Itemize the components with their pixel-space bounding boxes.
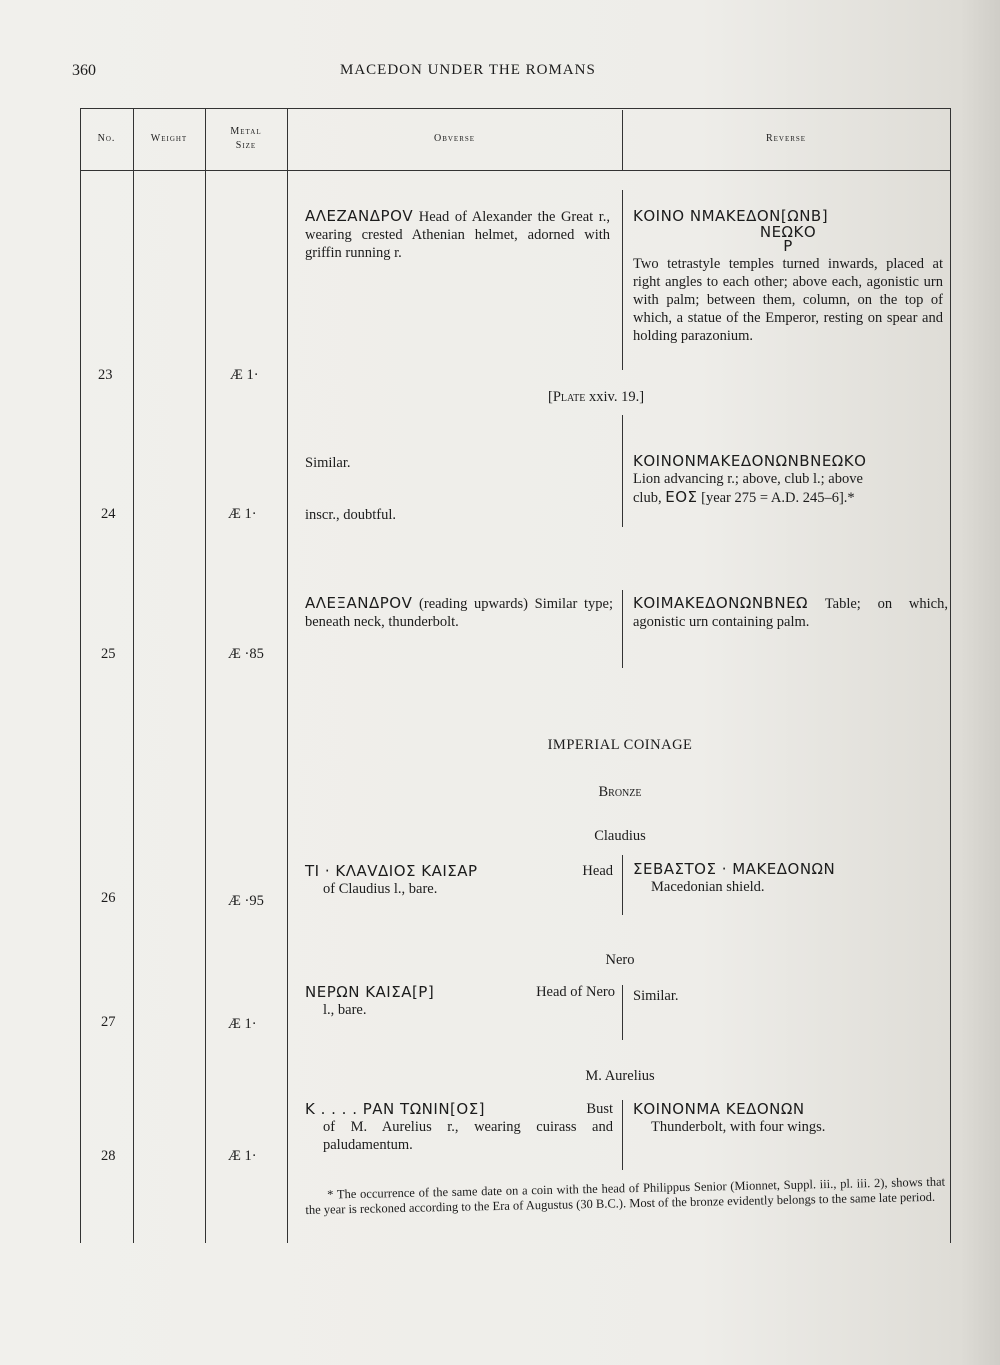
header-no: No. [97,133,116,144]
header-metal: Metal [230,126,262,137]
row-24-reverse-desc-2a: club, [633,490,662,506]
row-24-obverse-note: inscr., doubtful. [305,507,397,523]
emperor-heading-nero: Nero [605,952,635,968]
table-right-rule [950,108,951,1243]
row-25-obverse-legend: ΑΛΕΞΑΝΔΡΟV [305,594,413,612]
row-27-obverse-legend: ΝΕΡΩΝ ΚΑΙΣΑ[Ρ] [305,983,435,1001]
section-heading: IMPERIAL COINAGE [547,737,693,753]
column-rule-3 [287,108,288,1243]
row-25-reverse-legend: ΚΟΙΜΑΚΕΔΟΝΩΝΒΝΕΩ [633,594,809,612]
row-28-reverse-description: Thunderbolt, with four wings. [651,1119,826,1135]
table-left-rule [80,108,81,1243]
row-24-obverse: Similar. [305,455,351,471]
row-23-metal-size: Æ 1· [230,367,259,383]
row-28-obverse [305,1100,613,1154]
reverse-rule-25 [622,590,623,668]
row-27-obverse-head: Head of Nero [536,984,615,1000]
row-26-reverse-description: Macedonian shield. [651,879,765,895]
row-23-number: 23 [98,367,113,383]
row-23-obverse [305,207,610,262]
row-24-reverse [633,452,948,507]
row-24-reverse-legend: ΚΟΙΝΟΝΜΑΚΕΔΟΝΩΝΒΝΕΩΚΟ [633,452,867,470]
row-26-reverse-legend: ΣΕΒΑΣΤΟΣ · ΜΑΚΕΔΟΝΩΝ [633,860,836,878]
row-23-reverse-description: Two tetrastyle temples turned inwards, placed at right angles to each other; above each, agonistic urn with palm; between them, column, on the top of which, a statue of the Emperor, resting on spear and holding parazonium. [633,256,943,344]
header-weight: Weight [150,133,188,144]
header-reverse: Reverse [765,133,807,144]
row-24-reverse-desc-2b: [year 275 = A.D. 245–6].* [701,490,855,506]
row-24-number: 24 [101,506,116,522]
row-24-reverse-desc-2 [633,488,948,507]
row-26-obverse-line-2: of Claudius l., bare. [323,881,438,897]
row-23-obverse-description: Head of Alexander the Great r., wearing crested Athenian helmet, adorned with griffin running r. [305,209,611,261]
row-24-reverse-date-legend: ΕΟΣ [665,488,698,506]
row-26-reverse [633,860,948,896]
reverse-rule-28 [622,1100,623,1170]
row-24-reverse-desc-1: Lion advancing r.; above, club l.; above [633,471,863,487]
page-number: 360 [72,62,96,79]
row-26-metal-size: Æ ·95 [228,893,264,909]
row-23-obverse-legend: ΑΛΕΖΑΝΔΡΟV [305,207,414,225]
reverse-rule-23 [622,190,623,370]
row-28-reverse [633,1100,948,1136]
row-23-reverse-legend-2: ΝΕΩΚΟ [759,223,817,241]
row-27-obverse [305,983,615,1019]
header-metal-size [205,125,287,153]
row-26-number: 26 [101,890,116,906]
row-26-obverse-legend: ΤΙ · ΚΛΑVΔΙΟΣ ΚΑΙΣΑΡ [305,862,478,880]
subsection-heading-bronze: Bronze [598,784,642,800]
row-23-reverse-legend-3: Ρ [783,237,793,255]
header-size: Size [235,140,257,151]
column-rule-1 [133,108,134,1243]
footnote-text: * The occurrence of the same date on a coin with the head of Philippus Senior (Mionnet, Suppl. iii., pl. iii. 2), shows that the year is reckoned according to the Era of Augustus (30 B.C.). Most of the bronze evidently belongs to the same late period. [305,1174,946,1217]
row-27-obverse-line-1 [305,983,615,1001]
row-26-obverse [305,862,613,898]
row-27-obverse-line-2: l., bare. [323,1002,367,1018]
row-25-obverse [305,594,613,631]
reverse-rule-26 [622,855,623,915]
row-25-metal-size: Æ ·85 [228,646,264,662]
row-28-obverse-line-2: of M. Aurelius r., wearing cuirass and paludamentum. [323,1119,613,1153]
running-head: MACEDON UNDER THE ROMANS [340,62,596,78]
plate-label: Plate [552,389,586,405]
table-header-rule [80,170,950,171]
row-25-obverse-text [305,594,613,631]
row-25-obverse-description: (reading upwards) Similar type; beneath neck, thunderbolt. [305,596,614,630]
row-28-obverse-legend: Κ . . . . ΡΑΝ ΤΩΝΙΝ[ΟΣ] [305,1100,486,1118]
row-28-metal-size: Æ 1· [228,1148,257,1164]
header-obverse: Obverse [433,133,476,144]
plate-ref: xxiv. 19. [588,389,640,405]
row-27-metal-size: Æ 1· [228,1016,257,1032]
emperor-heading-claudius: Claudius [594,828,646,844]
column-rule-2 [205,108,206,1243]
emperor-heading-aurelius: M. Aurelius [585,1068,655,1084]
row-25-reverse-description: Table; on which, agonistic urn containing palm. [633,596,948,630]
row-25-reverse-text [633,594,948,631]
row-23-obverse-text [305,207,610,262]
row-25-reverse [633,594,948,631]
row-23-reverse [633,207,943,345]
row-24-metal-size: Æ 1· [228,506,257,522]
reverse-rule-24 [622,415,623,527]
row-28-obverse-line-1 [305,1100,613,1118]
row-28-obverse-bust: Bust [586,1101,613,1117]
reverse-rule-27 [622,985,623,1040]
row-27-reverse: Similar. [633,988,679,1004]
row-28-number: 28 [101,1148,116,1164]
row-27-number: 27 [101,1014,116,1030]
row-23-plate-reference: [Plate xxiv. 19.] [548,389,645,405]
row-28-reverse-legend: ΚΟΙΝΟΝΜΑ ΚΕΔΟΝΩΝ [633,1100,805,1118]
table-top-rule [80,108,950,109]
row-26-obverse-head-word: Head [582,863,613,879]
row-25-number: 25 [101,646,116,662]
row-26-obverse-line-1 [305,862,613,880]
row-23-reverse-legend: ΚΟΙΝΟ ΝΜΑΚΕΔΟΝ[ΩΝΒ] [633,207,829,225]
